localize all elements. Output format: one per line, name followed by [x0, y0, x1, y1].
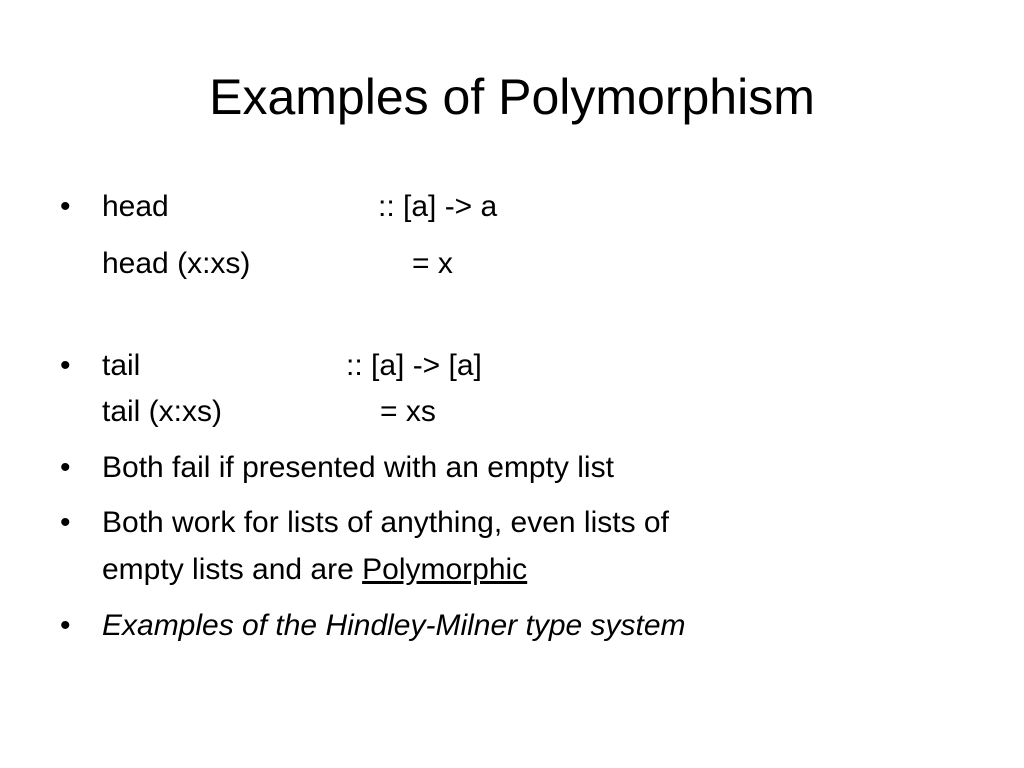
bullet-head: •	[60, 190, 71, 223]
head-signature-name: head	[102, 190, 169, 223]
bullet-work-line2	[102, 551, 527, 589]
polymorphic-term: Polymorphic	[362, 553, 528, 586]
tail-signature-type: :: [a] -> [a]	[346, 349, 482, 382]
bullet-hindley-milner: •	[60, 609, 71, 642]
tail-signature-name: tail	[102, 349, 141, 382]
bullet-work: •	[60, 506, 71, 539]
head-signature-type: :: [a] -> a	[378, 190, 498, 223]
head-definition-lhs: head (x:xs)	[102, 247, 251, 280]
bullet-fail-text: Both fail if presented with an empty list	[102, 451, 614, 484]
tail-definition-rhs: = xs	[380, 395, 436, 428]
bullet-work-line2-prefix: empty lists and are	[102, 553, 363, 586]
bullet-tail: •	[60, 349, 71, 382]
slide-title: Examples of Polymorphism	[209, 69, 815, 125]
bullet-hindley-milner-text: Examples of the Hindley-Milner type system	[102, 609, 686, 642]
bullet-fail: •	[60, 451, 71, 484]
bullet-work-line1: Both work for lists of anything, even lists of	[102, 506, 669, 539]
tail-definition-lhs: tail (x:xs)	[102, 395, 222, 428]
head-definition-rhs: = x	[412, 247, 453, 280]
